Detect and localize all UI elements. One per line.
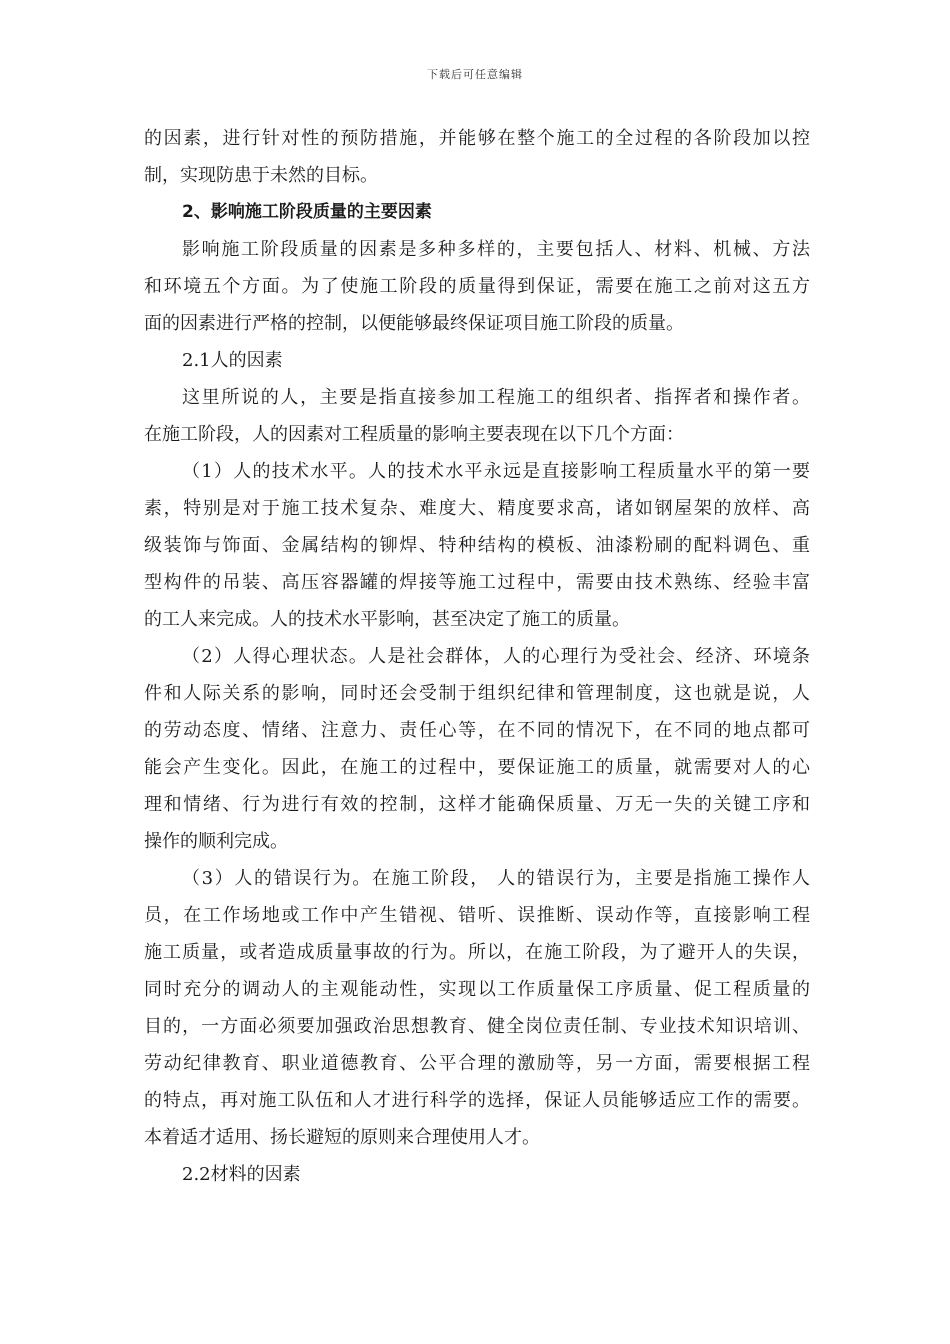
text-line: 2、影响施工阶段质量的主要因素 <box>182 202 432 222</box>
text-line: 的特点，再对施工队伍和人才进行科学的选择，保证人员能够适应工作的需要。 <box>144 1090 810 1111</box>
text-line: （3）人的错误行为。在施工阶段， 人的错误行为，主要是指施工操作人 <box>182 868 810 889</box>
text-line: 这里所说的人，主要是指直接参加工程施工的组织者、指挥者和操作者。 <box>182 387 810 408</box>
text-line: （2）人得心理状态。人是社会群体，人的心理行为受社会、经济、环境条 <box>182 646 810 667</box>
text-line: （1）人的技术水平。人的技术水平永远是直接影响工程质量水平的第一要 <box>182 461 810 482</box>
text-line: 影响施工阶段质量的因素是多种多样的，主要包括人、材料、机械、方法 <box>182 239 810 260</box>
text-line: 的因素，进行针对性的预防措施，并能够在整个施工的全过程的各阶段加以控 <box>144 128 810 149</box>
text-line: 员，在工作场地或工作中产生错视、错听、误推断、误动作等，直接影响工程 <box>144 905 810 926</box>
text-line: 制，实现防患于未然的目标。 <box>144 165 378 186</box>
text-line: 在施工阶段，人的因素对工程质量的影响主要表现在以下几个方面： <box>144 424 684 445</box>
text-line: 的工人来完成。人的技术水平影响，甚至决定了施工的质量。 <box>144 609 630 630</box>
text-line: 本着适才适用、扬长避短的原则来合理使用人才。 <box>144 1127 540 1148</box>
text-line: 2.1人的因素 <box>182 350 283 371</box>
text-line: 施工质量，或者造成质量事故的行为。所以，在施工阶段，为了避开人的失误， <box>144 942 810 963</box>
text-line: 能会产生变化。因此，在施工的过程中，要保证施工的质量，就需要对人的心 <box>144 757 810 778</box>
text-line: 目的，一方面必须要加强政治思想教育、健全岗位责任制、专业技术知识培训、 <box>144 1016 810 1037</box>
text-line: 型构件的吊装、高压容器罐的焊接等施工过程中，需要由技术熟练、经验丰富 <box>144 572 810 593</box>
text-line: 素，特别是对于施工技术复杂、难度大、精度要求高，诸如钢屋架的放样、高 <box>144 498 810 519</box>
document-body <box>144 120 810 1193</box>
text-line: 劳动纪律教育、职业道德教育、公平合理的激励等，另一方面，需要根据工程 <box>144 1053 810 1074</box>
text-line: 同时充分的调动人的主观能动性，实现以工作质量保工序质量、促工程质量的 <box>144 979 810 1000</box>
text-line: 操作的顺利完成。 <box>144 831 288 852</box>
text-line: 和环境五个方面。为了使施工阶段的质量得到保证，需要在施工之前对这五方 <box>144 276 810 297</box>
text-line: 2.2材料的因素 <box>182 1164 301 1185</box>
text-line: 理和情绪、行为进行有效的控制，这样才能确保质量、万无一失的关键工序和 <box>144 794 810 815</box>
page-header: 下载后可任意编辑 <box>427 68 523 81</box>
text-line: 件和人际关系的影响，同时还会受制于组织纪律和管理制度，这也就是说，人 <box>144 683 810 704</box>
text-line: 面的因素进行严格的控制，以便能够最终保证项目施工阶段的质量。 <box>144 313 684 334</box>
text-line: 的劳动态度、情绪、注意力、责任心等，在不同的情况下，在不同的地点都可 <box>144 720 810 741</box>
text-line: 级装饰与饰面、金属结构的铆焊、特种结构的模板、油漆粉刷的配料调色、重 <box>144 535 810 556</box>
